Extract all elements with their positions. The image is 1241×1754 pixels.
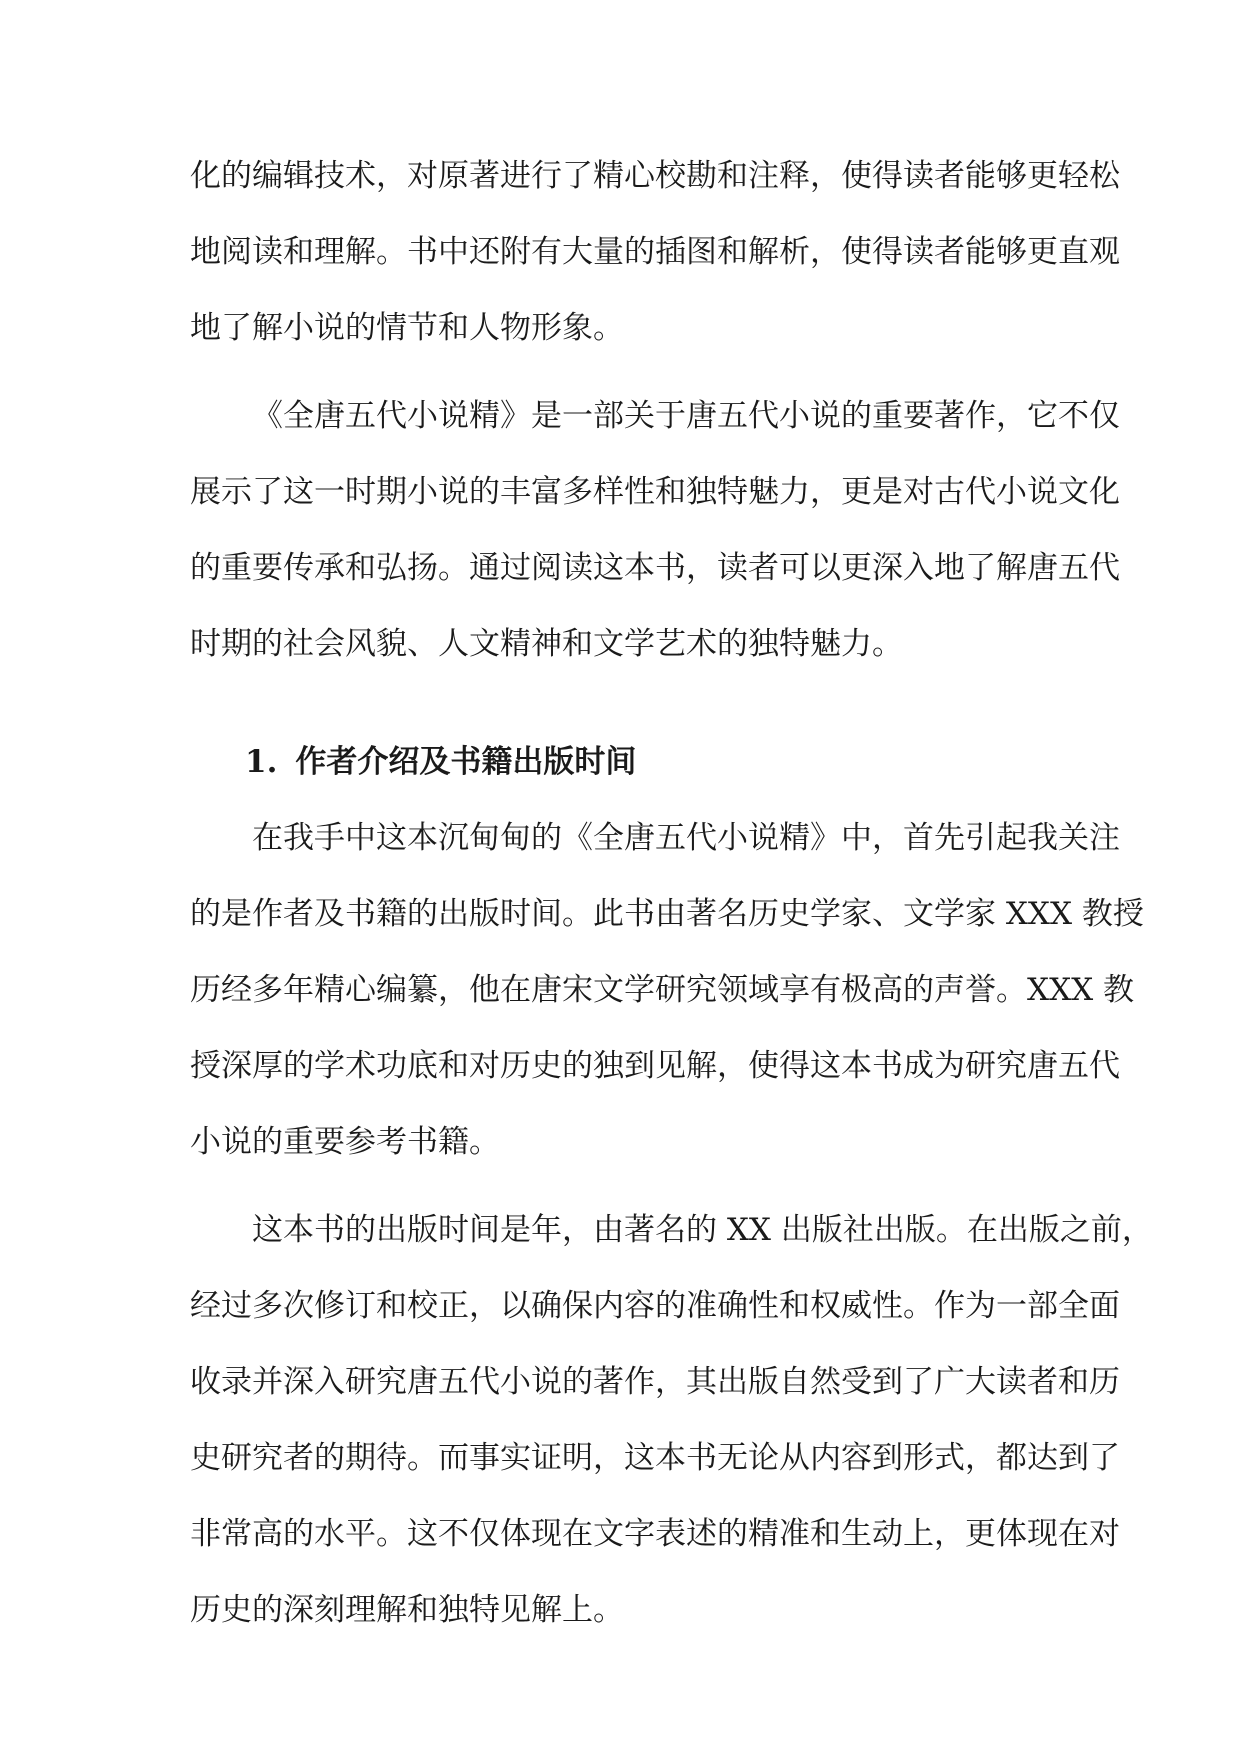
text-line: 收录并深入研究唐五代小说的著作，其出版自然受到了广大读者和历 (190, 1364, 1120, 1400)
text-line: 历经多年精心编纂，他在唐宋文学研究领域享有极高的声誉。XXX 教 (190, 972, 1135, 1008)
text-line: 《全唐五代小说精》是一部关于唐五代小说的重要著作，它不仅 (252, 398, 1120, 434)
section-heading (190, 732, 1056, 808)
text-line: 展示了这一时期小说的丰富多样性和独特魅力，更是对古代小说文化 (190, 474, 1120, 510)
text-line: 地了解小说的情节和人物形象。 (190, 310, 624, 346)
text-line: 的重要传承和弘扬。通过阅读这本书，读者可以更深入地了解唐五代 (190, 550, 1120, 586)
text-line: 非常高的水平。这不仅体现在文字表述的精准和生动上，更体现在对 (190, 1516, 1120, 1552)
section-title: 作者介绍及书籍出版时间 (295, 744, 637, 780)
text-line: 历史的深刻理解和独特见解上。 (190, 1592, 624, 1628)
text-line: 在我手中这本沉甸甸的《全唐五代小说精》中，首先引起我关注 (252, 820, 1120, 856)
paragraph-1 (190, 146, 1120, 374)
text-line: 这本书的出版时间是年，由著名的 XX 出版社出版。在出版之前， (252, 1212, 1153, 1248)
text-line: 的是作者及书籍的出版时间。此书由著名历史学家、文学家 XXX 教授 (190, 896, 1144, 932)
document-body (190, 146, 1153, 1656)
section-number: 1. (245, 744, 278, 780)
paragraph-2 (190, 386, 1120, 690)
text-line: 史研究者的期待。而事实证明，这本书无论从内容到形式，都达到了 (190, 1440, 1120, 1476)
text-line: 小说的重要参考书籍。 (190, 1124, 500, 1160)
paragraph-spacer (190, 374, 1056, 386)
text-line: 经过多次修订和校正，以确保内容的准确性和权威性。作为一部全面 (190, 1288, 1120, 1324)
text-line: 时期的社会风貌、人文精神和文学艺术的独特魅力。 (190, 626, 903, 662)
text-line: 授深厚的学术功底和对历史的独到见解，使得这本书成为研究唐五代 (190, 1048, 1120, 1084)
paragraph-4 (190, 1200, 1153, 1656)
paragraph-spacer (190, 1188, 1056, 1200)
section-spacer (190, 690, 1056, 732)
text-line: 化的编辑技术，对原著进行了精心校勘和注释，使得读者能够更轻松 (190, 158, 1120, 194)
text-line: 地阅读和理解。书中还附有大量的插图和解析，使得读者能够更直观 (190, 234, 1120, 270)
paragraph-3 (190, 808, 1144, 1188)
